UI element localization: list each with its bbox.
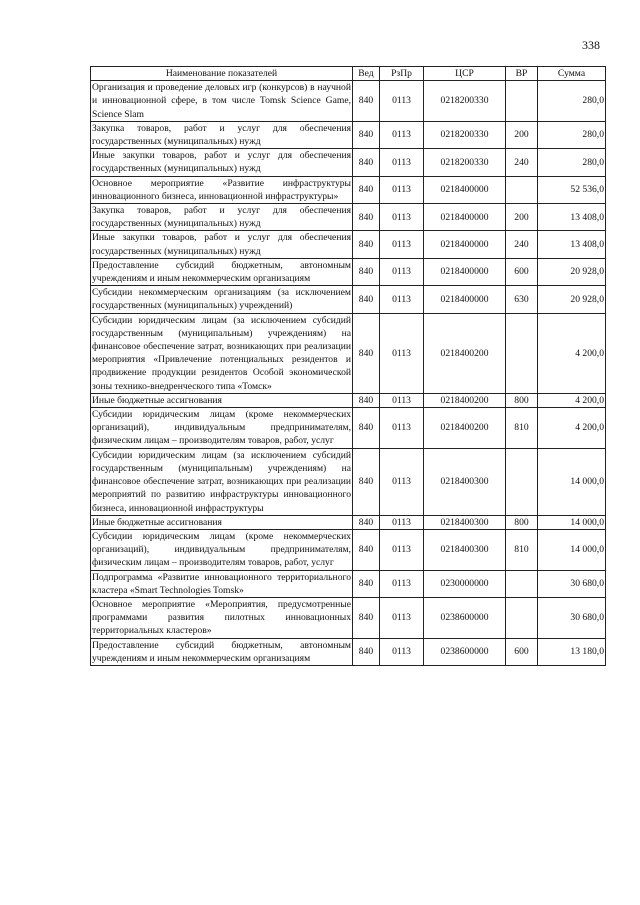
row-csr: 0218400300 [424, 529, 506, 570]
row-ved: 840 [353, 515, 380, 529]
row-vr [506, 81, 538, 122]
row-csr: 0218200330 [424, 121, 506, 148]
row-sum: 4 200,0 [538, 393, 606, 407]
row-name: Основное мероприятие «Развитие инфраструктуры инновационного бизнеса, инновационной инфраструктуры» [92, 177, 351, 202]
row-name: Организация и проведение деловых игр (конкурсов) в научной и инновационной сфере, в том числе Tomsk Science Game, Science Slam [92, 82, 351, 120]
row-ved: 840 [353, 231, 380, 258]
row-name: Иные закупки товаров, работ и услуг для обеспечения государственных (муниципальных) нужд [92, 232, 351, 257]
table-row [91, 258, 606, 285]
row-rzpr: 0113 [380, 393, 424, 407]
header-sum: Сумма [538, 67, 606, 81]
row-ved: 840 [353, 258, 380, 285]
row-vr: 630 [506, 286, 538, 313]
table-row [91, 408, 606, 449]
row-vr [506, 176, 538, 203]
header-csr: ЦСР [424, 67, 506, 81]
row-vr: 240 [506, 231, 538, 258]
row-vr [506, 448, 538, 515]
row-name: Субсидии юридическим лицам (кроме некоммерческих организаций), индивидуальным предпринимателям, физическим лицам – производителям товаров, работ, услуг [92, 409, 351, 447]
row-sum: 14 000,0 [538, 448, 606, 515]
row-ved: 840 [353, 149, 380, 176]
row-name: Подпрограмма «Развитие инновационного территориального кластера «Smart Technologies Tomsk» [92, 571, 351, 596]
table-row [91, 286, 606, 313]
row-name: Иные бюджетные ассигнования [91, 393, 353, 407]
row-rzpr: 0113 [380, 448, 424, 515]
header-name: Наименование показателей [91, 67, 353, 81]
row-ved: 840 [353, 176, 380, 203]
row-name: Закупка товаров, работ и услуг для обеспечения государственных (муниципальных) нужд [92, 205, 351, 230]
row-sum: 13 408,0 [538, 204, 606, 231]
row-name: Закупка товаров, работ и услуг для обеспечения государственных (муниципальных) нужд [92, 122, 351, 148]
table-row [91, 515, 606, 529]
row-vr: 200 [506, 204, 538, 231]
budget-table [90, 66, 606, 666]
row-vr: 600 [506, 638, 538, 665]
table-body [91, 81, 606, 666]
row-csr: 0218400000 [424, 231, 506, 258]
row-sum: 4 200,0 [538, 313, 606, 393]
table-row [91, 204, 606, 231]
table-row [91, 570, 606, 597]
row-rzpr: 0113 [380, 313, 424, 393]
row-name: Предоставление субсидий бюджетным, автономным учреждениям и иным некоммерческим организациям [92, 259, 351, 285]
row-csr: 0218200330 [424, 149, 506, 176]
row-vr: 200 [506, 121, 538, 148]
row-sum: 20 928,0 [538, 258, 606, 285]
row-name: Иные закупки товаров, работ и услуг для обеспечения государственных (муниципальных) нужд [92, 150, 351, 175]
page-number: 338 [582, 38, 600, 52]
row-sum: 280,0 [538, 149, 606, 176]
row-csr: 0218400000 [424, 176, 506, 203]
row-sum: 280,0 [538, 121, 606, 148]
row-name: Предоставление субсидий бюджетным, автономным учреждениям и иным некоммерческим организациям [92, 639, 351, 664]
row-sum: 13 408,0 [538, 231, 606, 258]
row-vr [506, 313, 538, 393]
row-ved: 840 [353, 313, 380, 393]
row-rzpr: 0113 [380, 515, 424, 529]
row-sum: 30 680,0 [538, 570, 606, 597]
row-name: Иные бюджетные ассигнования [91, 515, 353, 529]
row-rzpr: 0113 [380, 149, 424, 176]
row-sum: 14 000,0 [538, 529, 606, 570]
row-ved: 840 [353, 393, 380, 407]
row-ved: 840 [353, 448, 380, 515]
row-ved: 840 [353, 638, 380, 665]
row-csr: 0218400200 [424, 393, 506, 407]
row-csr: 0238600000 [424, 597, 506, 638]
table-header-row [91, 67, 606, 81]
row-name: Субсидии юридическим лицам (за исключением субсидий государственным (муниципальным) учреждениям) на финансовое обеспечение затрат, возникающих при реализации мероприятий по развитию инфраструктуры инновационного бизнеса, инновационной инфраструктуры [92, 449, 351, 514]
row-rzpr: 0113 [380, 638, 424, 665]
row-sum: 30 680,0 [538, 597, 606, 638]
row-ved: 840 [353, 286, 380, 313]
row-rzpr: 0113 [380, 204, 424, 231]
row-ved: 840 [353, 81, 380, 122]
row-vr: 810 [506, 529, 538, 570]
row-ved: 840 [353, 529, 380, 570]
row-rzpr: 0113 [380, 258, 424, 285]
row-rzpr: 0113 [380, 81, 424, 122]
row-rzpr: 0113 [380, 597, 424, 638]
row-vr: 240 [506, 149, 538, 176]
row-ved: 840 [353, 597, 380, 638]
row-csr: 0218400000 [424, 286, 506, 313]
header-rzpr: РзПр [380, 67, 424, 81]
table-row [91, 121, 606, 148]
header-ved: Вед [353, 67, 380, 81]
row-rzpr: 0113 [380, 529, 424, 570]
row-csr: 0218400200 [424, 313, 506, 393]
row-sum: 52 536,0 [538, 176, 606, 203]
row-rzpr: 0113 [380, 408, 424, 449]
row-sum: 13 180,0 [538, 638, 606, 665]
row-ved: 840 [353, 408, 380, 449]
row-csr: 0218400000 [424, 204, 506, 231]
row-name: Основное мероприятие «Мероприятия, предусмотренные программами развития пилотных инновационных территориальных кластеров» [92, 598, 351, 637]
row-vr: 810 [506, 408, 538, 449]
row-csr: 0218200330 [424, 81, 506, 122]
row-sum: 20 928,0 [538, 286, 606, 313]
table-row [91, 529, 606, 570]
table-row [91, 448, 606, 515]
table-row [91, 231, 606, 258]
row-name: Субсидии юридическим лицам (за исключением субсидий государственным (муниципальным) учреждениям) на финансовое обеспечение затрат, возникающих при реализации мероприятия «Привлечение потенциальных резидентов и продвижение продукции резидентов Особой экономической зоны технико-внедренческого типа «Томск» [92, 314, 351, 392]
row-sum: 4 200,0 [538, 408, 606, 449]
row-vr [506, 570, 538, 597]
table-row [91, 81, 606, 122]
table-row [91, 176, 606, 203]
row-sum: 280,0 [538, 81, 606, 122]
row-csr: 0218400000 [424, 258, 506, 285]
row-ved: 840 [353, 204, 380, 231]
header-vr: ВР [506, 67, 538, 81]
row-name: Субсидии юридическим лицам (кроме некоммерческих организаций), индивидуальным предпринимателям, физическим лицам – производителям товаров, работ, услуг [92, 530, 351, 569]
row-rzpr: 0113 [380, 570, 424, 597]
row-rzpr: 0113 [380, 176, 424, 203]
row-ved: 840 [353, 121, 380, 148]
table-row [91, 638, 606, 665]
row-vr [506, 597, 538, 638]
table-row [91, 149, 606, 176]
row-rzpr: 0113 [380, 121, 424, 148]
row-name: Субсидии некоммерческим организациям (за исключением государственных (муниципальных) учреждений) [92, 287, 351, 312]
row-rzpr: 0113 [380, 286, 424, 313]
row-csr: 0218400300 [424, 515, 506, 529]
table-row [91, 597, 606, 638]
row-csr: 0218400200 [424, 408, 506, 449]
row-vr: 800 [506, 393, 538, 407]
row-vr: 800 [506, 515, 538, 529]
row-csr: 0238600000 [424, 638, 506, 665]
table-row [91, 393, 606, 407]
row-csr: 0230000000 [424, 570, 506, 597]
row-rzpr: 0113 [380, 231, 424, 258]
row-ved: 840 [353, 570, 380, 597]
table-row [91, 313, 606, 393]
row-vr: 600 [506, 258, 538, 285]
row-csr: 0218400300 [424, 448, 506, 515]
row-sum: 14 000,0 [538, 515, 606, 529]
